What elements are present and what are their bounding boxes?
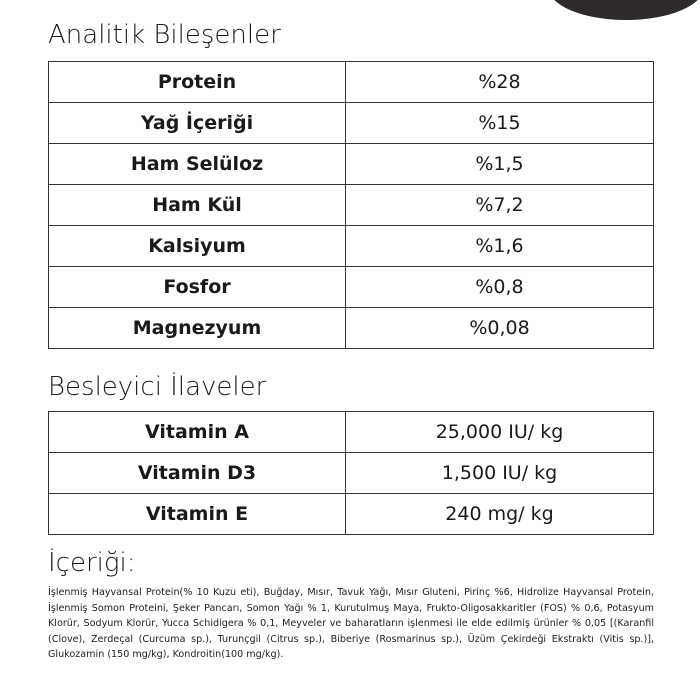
nutrient-value: %1,5 [346,144,654,185]
nutrient-name: Yağ İçeriği [49,103,346,144]
additives-section-title: Besleyici İlaveler [48,372,267,402]
additive-row [49,453,654,494]
nutrient-value: 1,500 IU/ kg [346,453,654,494]
analysis-row [49,103,654,144]
decorative-dark-shape [548,0,700,20]
nutrient-name: Vitamin E [49,494,346,535]
nutrient-name: Ham Selüloz [49,144,346,185]
analysis-row [49,144,654,185]
additive-row [49,412,654,453]
analysis-section-title: Analitik Bileşenler [48,20,281,50]
analysis-row [49,185,654,226]
nutrient-value: 240 mg/ kg [346,494,654,535]
additives-table [48,411,654,535]
analysis-row [49,267,654,308]
nutrient-value: %1,6 [346,226,654,267]
analysis-row [49,62,654,103]
ingredients-section-title: İçeriği: [48,548,136,578]
ingredients-paragraph: İşlenmiş Hayvansal Protein(% 10 Kuzu eti), Buğday, Mısır, Tavuk Yağı, Mısır Gluteni, Pirinç %6, Hidrolize Hayvansal Protein, İşlenmiş Somon Proteini, Şeker Pancarı, Somon Yağı % 1, Kurutulmuş Maya, Frukto-Oligosakkaritler (FOS) % 0,6, Potasyum Klorür, Sodyum Klorür, Yucca Schidigera % 0,1, Meyveler ve baharatların işlenmesi ile elde edilmiş ürünler % 0,05 [(Karanfil (Clove), Zerdeçal (Curcuma sp.), Turunçgil (Citrus sp.), Biberiye (Rosmarinus sp.), Üzüm Çekirdeği Ekstraktı (Vitis sp.)], Glukozamin (150 mg/kg), Kondroitin(100 mg/kg). [48,587,654,661]
nutrient-value: %15 [346,103,654,144]
nutrient-value: 25,000 IU/ kg [346,412,654,453]
analysis-row [49,226,654,267]
nutrient-name: Magnezyum [49,308,346,349]
nutrient-name: Kalsiyum [49,226,346,267]
nutrient-name: Vitamin A [49,412,346,453]
nutrient-value: %7,2 [346,185,654,226]
analysis-table [48,61,654,349]
nutrient-value: %28 [346,62,654,103]
nutrient-name: Vitamin D3 [49,453,346,494]
nutrient-name: Fosfor [49,267,346,308]
nutrient-value: %0,8 [346,267,654,308]
additive-row [49,494,654,535]
nutrient-value: %0,08 [346,308,654,349]
nutrient-name: Protein [49,62,346,103]
analysis-row [49,308,654,349]
nutrient-name: Ham Kül [49,185,346,226]
